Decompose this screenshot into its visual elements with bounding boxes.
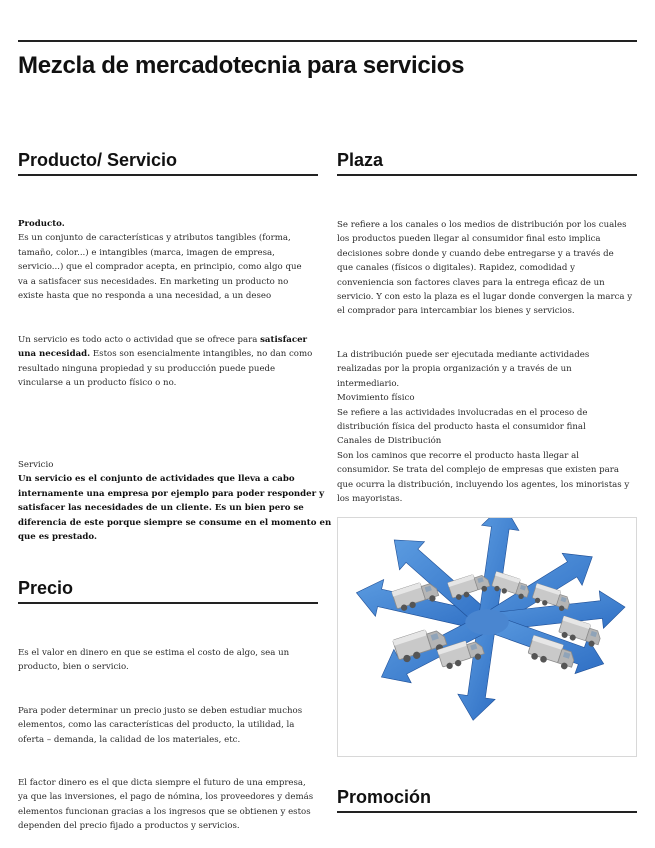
distribution-image xyxy=(337,517,637,757)
bold-fragment: satisfacer xyxy=(260,335,308,345)
text-line: Movimiento físico xyxy=(337,393,415,404)
text-line: elementos funcionan gracias a los ingresos que se obtienen y estos xyxy=(18,806,311,817)
page-title: Mezcla de mercadotecnia para servicios xyxy=(18,52,465,79)
text-line: servicio. Y con esto la plaza es el lugar donde convergen la marca y xyxy=(337,292,633,303)
text-line: ya que las inversiones, el pago de nómina, los proveedores y demás xyxy=(18,792,314,803)
text-line: realizadas por la propia organización y a través de un xyxy=(337,364,572,375)
text-line: Se refiere a las actividades involucradas en el proceso de xyxy=(337,407,588,418)
producto-definition xyxy=(18,217,318,303)
precio-paragraph xyxy=(18,646,318,675)
text-line: que es prestado. xyxy=(18,532,97,543)
text-line: internamente una empresa por ejemplo para poder responder y xyxy=(18,488,325,499)
text-line: que canales (físicos o digitales). Rapidez, comodidad y xyxy=(337,263,575,274)
text-line: servicio...) que el comprador acepta, en principio, como algo que xyxy=(18,262,302,273)
heading-precio: Precio xyxy=(18,578,318,604)
servicio-label: Servicio xyxy=(18,460,54,470)
text-line: los productos pueden llegar al consumidor final esto implica xyxy=(337,234,601,245)
heading-producto-servicio: Producto/ Servicio xyxy=(18,150,318,176)
text-line: resultado ninguna propiedad y su producción puede puede xyxy=(18,363,276,374)
text-line: Se refiere a los canales o los medios de distribución por los cuales xyxy=(337,220,627,230)
text-line xyxy=(18,333,318,347)
heading-promocion: Promoción xyxy=(337,787,637,813)
text-line: dependen del precio fijado a productos y servicios. xyxy=(18,821,240,832)
text-line: Son los caminos que recorre el producto hasta llegar al xyxy=(337,450,579,461)
text-line: oferta – demanda, la calidad de los materiales, etc. xyxy=(18,734,241,745)
plaza-paragraph xyxy=(337,218,637,319)
text-line: Es el valor en dinero en que se estima el costo de algo, sea un xyxy=(18,648,290,658)
text-line: diferencia de este porque siempre se consume en el momento en xyxy=(18,517,332,528)
text-line: El factor dinero es el que dicta siempre el futuro de una empresa, xyxy=(18,778,306,788)
bold-fragment: una necesidad. xyxy=(18,349,91,360)
distribution-hub xyxy=(465,609,509,635)
text-line: va a satisfacer sus necesidades. En marketing un producto no xyxy=(18,276,289,287)
text-line: Un servicio es el conjunto de actividades que lleva a cabo xyxy=(18,474,295,485)
plaza-distribution xyxy=(337,348,637,506)
text-line: La distribución puede ser ejecutada mediante actividades xyxy=(337,350,590,360)
text-line: existe hasta que no responda a una necesidad, a un deseo xyxy=(18,291,272,302)
servicio-intro xyxy=(18,333,318,391)
heading-plaza: Plaza xyxy=(337,150,637,176)
text-line: Canales de Distribución xyxy=(337,436,442,447)
text-line: vincularse a un producto físico o no. xyxy=(18,378,177,389)
text-line: que ocurra la distribución, incluyendo los agentes, los minoristas y xyxy=(337,479,630,490)
text-line xyxy=(18,347,318,361)
text-line: conveniencia son factores claves para la entrega eficaz de un xyxy=(337,277,605,288)
text-line: los mayoristas. xyxy=(337,494,403,505)
text-line: decisiones sobre donde y cuando debe entregarse y a través de xyxy=(337,248,614,259)
precio-paragraph xyxy=(18,776,318,834)
text-line: tamaño, color...) e intangibles (marca, imagen de empresa, xyxy=(18,247,275,258)
text-line: consumidor. Se trata del complejo de empresas que existen para xyxy=(337,465,620,476)
precio-paragraph xyxy=(18,704,318,747)
text-line: distribución física del producto hasta el consumidor final xyxy=(337,422,586,433)
text-line: Es un conjunto de características y atributos tangibles (forma, xyxy=(18,233,291,244)
servicio-definition xyxy=(18,458,332,544)
text-fragment: Estos son esencialmente intangibles, no dan como xyxy=(90,349,313,360)
text-line: Para poder determinar un precio justo se deben estudiar muchos xyxy=(18,706,303,716)
text-line: elementos, como las características del producto, la utilidad, la xyxy=(18,720,295,731)
producto-label: Producto. xyxy=(18,219,65,229)
text-line: intermediario. xyxy=(337,378,400,389)
top-divider xyxy=(18,40,637,42)
text-line: satisfacer las necesidades de un cliente. Es un bien pero se xyxy=(18,503,304,514)
text-fragment: Un servicio es todo acto o actividad que se ofrece para xyxy=(18,335,261,345)
text-line: producto, bien o servicio. xyxy=(18,662,129,673)
text-line: el comprador para intercambiar los bienes y servicios. xyxy=(337,306,575,317)
distribution-trucks-icon xyxy=(338,518,636,756)
